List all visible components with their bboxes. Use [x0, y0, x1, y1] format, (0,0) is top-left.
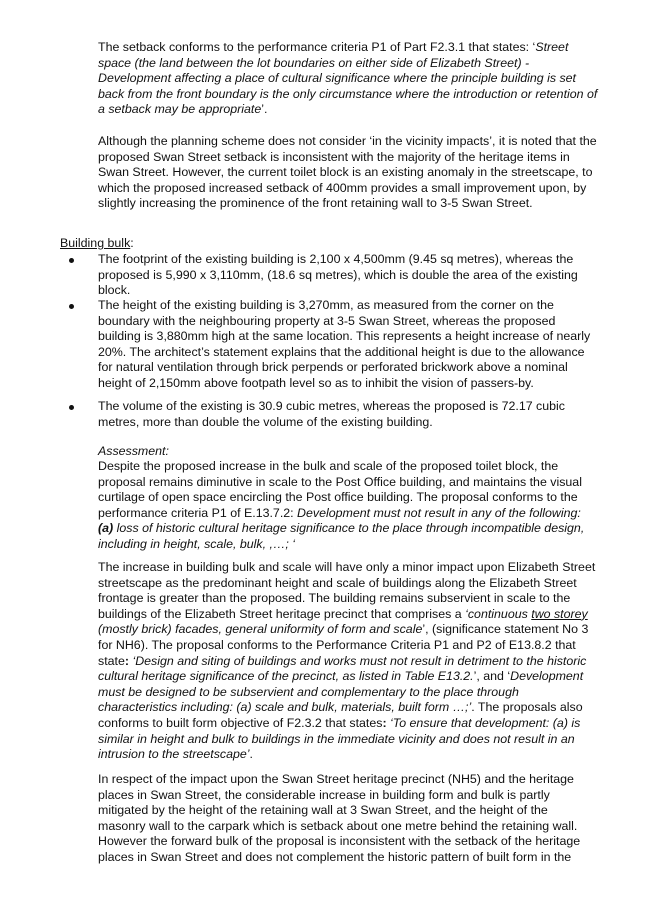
paragraph-setback-conformance: [98, 40, 598, 118]
bullet-height: The height of the existing building is 3,270mm, as measured from the corner on the boundary with the neighbouring property at 3-5 Swan Street, whereas the proposed building is 3,880mm high at the same location. This represents a height increase of nearly 20%. The architect’s statement explains that the additional height is due to the allowance for natural ventilation through brick perpends or perforated brickwork above a nominal height of 2,150mm above footpath level so as to inhibit the vision of passers-by.: [98, 298, 591, 390]
heading-colon: :: [130, 236, 134, 250]
p4-text: The increase in building bulk and scale will have only a minor impact upon Elizabeth Street streetscape as the predominant height and scale of buildings along the Elizabeth Street frontage is greater than the proposed. The building remains subservient in scale to the buildings of the Elizabeth Street heritage precinct that comprises a: [98, 560, 596, 621]
bullet-icon: [67, 299, 77, 309]
p1-end: ’.: [261, 102, 268, 117]
paragraph-streetscape-impact: [98, 560, 598, 763]
p4-text-4: . The proposals also conforms to built form objective of F2.3.2 that states: [98, 700, 583, 730]
p4-quote-rest: (mostly brick) facades, general uniformity of form and scale: [98, 622, 423, 637]
p4-quote-2: ‘Design and siting of buildings and works must not result in detriment to the historic cultural heritage significance of the precinct, as listed in Table E13.2.: [98, 653, 587, 684]
p3-quote: Development must not result in any of the following:: [297, 505, 581, 520]
bullet-icon: [67, 400, 77, 410]
p4-colon-2: :: [382, 715, 387, 730]
bullet-volume: The volume of the existing is 30.9 cubic metres, whereas the proposed is 72.17 cubic metres, more than double the volume of the existing building.: [98, 399, 565, 429]
assessment-label: Assessment:: [98, 444, 169, 458]
p1-quote: Street space (the land between the lot boundaries on either side of Elizabeth Street) - Development affecting a place of cultural significance where the principle building is set back from the front boundary is the only circumstance where the introduction or retention of a setback may be appropriate: [98, 40, 598, 117]
p4-quote-4: ‘To ensure that development: (a) is similar in height and bulk to buildings in the immediate vicinity and does not result in an intrusion to the streetscape’: [98, 715, 581, 762]
paragraph-assessment: [98, 459, 598, 553]
bullet-icon: [67, 253, 77, 263]
p3-quote-end: loss of historic cultural heritage significance to the place through incompatible design, including in height, scale, bulk, ,…; ‘: [98, 521, 585, 551]
p4-text-3: ’, and ‘: [473, 669, 511, 684]
p4-colon: :: [124, 653, 130, 668]
p1-text: The setback conforms to the performance criteria P1 of Part F2.3.1 that states: ‘: [98, 40, 536, 54]
p4-quote-start: ‘continuous: [465, 606, 532, 621]
paragraph-vicinity-impacts: Although the planning scheme does not consider ‘in the vicinity impacts’, it is noted that the proposed Swan Street setback is inconsistent with the majority of the heritage items in Swan Street. However, the current toilet block is an existing anomaly in the streetscape, to which the proposed increased setback of 400mm provides a small improvement upon, by slightly increasing the prominence of the front retaining wall to 3-5 Swan Street.: [98, 134, 597, 211]
p3-item-label: (a): [98, 521, 114, 536]
heading-text: Building bulk: [60, 236, 131, 250]
paragraph-swan-street-precinct: In respect of the impact upon the Swan Street heritage precinct (NH5) and the heritage places in Swan Street, the considerable increase in building form and bulk is partly mitigated by the height of the retaining wall at 3 Swan Street, and the height of the masonry wall to the carpark which is setback about one metre behind the retaining wall. However the forward bulk of the proposal is inconsistent with the setback of the heritage places in Swan Street and does not complement the historic pattern of built form in the: [98, 772, 581, 864]
bullet-footprint: The footprint of the existing building is 2,100 x 4,500mm (9.45 sq metres), whereas the proposed is 5,990 x 3,110mm, (18.6 sq metres), which is double the area of the existing block.: [98, 252, 578, 298]
section-heading-building-bulk: [60, 236, 134, 252]
p4-end: .: [249, 747, 253, 762]
p3-text: Despite the proposed increase in the bulk and scale of the proposed toilet block, the proposal remains diminutive in scale to the Post Office building, and maintains the visual curtilage of open space encircling the Post office building. The proposal conforms to the performance criteria P1 of E.13.7.2:: [98, 459, 582, 520]
p4-quote-underlined: two storey: [531, 606, 588, 621]
p4-text-2: ’, (significance statement No 3 for NH6). The proposal conforms to the Performance Criteria P1 and P2 of E13.8.2 that state: [98, 622, 589, 668]
p4-quote-3: Development must be designed to be subservient and complementary to the place through characteristics including: (a) scale and bulk, materials, built form …;’: [98, 669, 584, 715]
